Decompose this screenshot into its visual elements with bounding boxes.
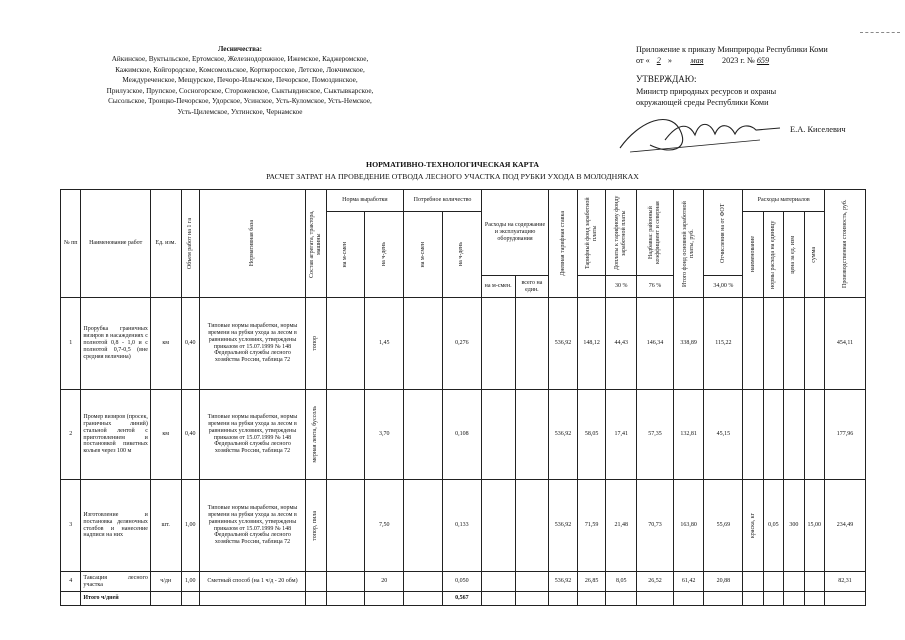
- document-subtitle: РАСЧЕТ ЗАТРАТ НА ПРОВЕДЕНИЕ ОТВОДА ЛЕСНОГО УЧАСТКА ПОД РУБКИ УХОДА В МОЛОДНЯКАХ: [266, 172, 639, 181]
- table-row: [61, 298, 866, 390]
- row-no: 1: [61, 298, 81, 390]
- total-row: [61, 592, 866, 606]
- row-bonus: 44,43: [606, 298, 637, 390]
- approve-label: УТВЕРЖДАЮ:: [636, 73, 697, 84]
- row-mat-name: [743, 572, 763, 592]
- order-number: 659: [756, 56, 770, 66]
- row-deduct: 45,15: [704, 390, 743, 480]
- row-tariff-fund: 26,85: [577, 572, 606, 592]
- row-prod-cost: 177,96: [825, 390, 866, 480]
- row-prod-cost: 454,11: [825, 298, 866, 390]
- row-norm-base: Типовые нормы выработки, нормы времени на рубки ухода за лесом в равнинных условиях, утверждены приказом от 15.07.1999 № 148 Федеральной службы лесного хозяйства России, таблица 72: [199, 298, 305, 390]
- row-deduct: 115,22: [704, 298, 743, 390]
- row-volume: 1,00: [181, 572, 199, 592]
- col-per-shift: на м-смен: [342, 241, 348, 268]
- document-title: НОРМАТИВНО-ТЕХНОЛОГИЧЕСКАЯ КАРТА: [366, 160, 539, 169]
- row-no: 2: [61, 390, 81, 480]
- approval-block: [636, 44, 896, 109]
- row-name: Промер визиров (просек, граничных линий) стальной лентой с приготовлением и постановкой пикетных кольев через 100 м: [81, 390, 150, 480]
- col-no: № пп: [61, 190, 81, 298]
- col-total-fund: Итого фонд основной заработной платы, руб.: [681, 200, 695, 287]
- signature-image: [610, 100, 790, 160]
- col-maint-total: всего на един.: [515, 276, 549, 298]
- col-volume: Объем работ на 1 га: [186, 217, 193, 270]
- row-day-rate: 536,92: [549, 572, 578, 592]
- forestries-line: Усть-Цилемское, Ухтинское, Чернамское: [177, 107, 303, 116]
- row-deduct: 55,69: [704, 480, 743, 572]
- row-volume: 1,00: [181, 480, 199, 572]
- forestries-line: Айкинское, Вуктыльское, Ертомское, Железнодорожное, Ижемское, Каджеромское,: [111, 55, 369, 64]
- approver-role-1: Министр природных ресурсов и охраны: [636, 86, 777, 96]
- row-name: Прорубка граничных визиров в насаждениях с полнотой 0,8 - 1,0 и с полнотой 0,7-0,5 (вне средняя величина): [81, 298, 150, 390]
- row-maint-per: [481, 572, 515, 592]
- row-total-fund: 338,89: [673, 298, 704, 390]
- col-maint-per: на м-смен.: [481, 276, 515, 298]
- row-maint-total: [515, 390, 549, 480]
- col-need-day: на ч-день: [458, 242, 465, 267]
- row-need-day: 0,108: [443, 390, 482, 480]
- row-mat-sum: [804, 298, 824, 390]
- col-mat-norm: нормы расхода на единицу: [769, 220, 776, 289]
- row-bonus: 17,41: [606, 390, 637, 480]
- row-unit: шт.: [150, 480, 181, 572]
- row-maint-total: [515, 480, 549, 572]
- table-row: [61, 572, 866, 592]
- row-norm-base: Типовые нормы выработки, нормы времени на рубки ухода за лесом в равнинных условиях, утверждены приказом от 15.07.1999 № 148 Федеральной службы лесного хозяйства России, таблица 72: [199, 390, 305, 480]
- row-mat-sum: [804, 572, 824, 592]
- row-norm-base: Сметный способ (на 1 ч/д - 20 обм): [199, 572, 305, 592]
- col-name: Наименование работ: [81, 190, 150, 298]
- row-surcharge: 57,35: [637, 390, 674, 480]
- row-norm-base: Типовые нормы выработки, нормы времени на рубки ухода за лесом в равнинных условиях, утверждены приказом от 15.07.1999 № 148 Федеральной службы лесного хозяйства России, таблица 72: [199, 480, 305, 572]
- row-need-shift: [404, 390, 443, 480]
- row-bonus: 21,48: [606, 480, 637, 572]
- row-total-fund: 61,42: [673, 572, 704, 592]
- forestries-line: Сысольское, Троицко-Печорское, Удорское, Усинское, Усть-Куломское, Усть-Немское,: [108, 97, 372, 106]
- row-maint-total: [515, 298, 549, 390]
- row-mat-sum: 15,00: [804, 480, 824, 572]
- row-need-shift: [404, 572, 443, 592]
- row-per-day: 7,50: [365, 480, 404, 572]
- col-prod-cost: Производственная стоимость, руб.: [841, 199, 848, 288]
- row-mat-sum: [804, 390, 824, 480]
- forestries-line: Кажимское, Койгородское, Комсомольское, Корткеросское, Летское, Локчимское,: [115, 65, 365, 74]
- row-equipment: топор, пила: [312, 510, 319, 541]
- order-year: 2023 г.: [722, 56, 745, 66]
- total-label: Итого ч/дней: [81, 592, 150, 606]
- pct-bonus: 30 %: [606, 276, 637, 298]
- row-equipment: топор: [312, 336, 319, 351]
- order-day: 2: [656, 56, 661, 66]
- row-prod-cost: 82,31: [825, 572, 866, 592]
- row-prod-cost: 234,49: [825, 480, 866, 572]
- row-mat-norm: [763, 390, 783, 480]
- row-per-shift: [326, 572, 365, 592]
- row-total-fund: 132,81: [673, 390, 704, 480]
- row-per-day: 3,70: [365, 390, 404, 480]
- row-volume: 0,40: [181, 298, 199, 390]
- row-equipment: [306, 572, 326, 592]
- row-per-day: 20: [365, 572, 404, 592]
- signer-name: Е.А. Киселевич: [790, 125, 846, 134]
- row-unit: км: [150, 390, 181, 480]
- row-tariff-fund: 58,05: [577, 390, 606, 480]
- row-need-day: 0,276: [443, 298, 482, 390]
- col-mat-name: наименование: [749, 236, 756, 273]
- row-mat-price: [784, 572, 804, 592]
- row-tariff-fund: 71,59: [577, 480, 606, 572]
- col-per-day: на ч-день: [380, 242, 387, 267]
- row-bonus: 8,05: [606, 572, 637, 592]
- col-mat-price: цена за ед. изм: [790, 235, 797, 274]
- row-maint-per: [481, 480, 515, 572]
- row-need-shift: [404, 298, 443, 390]
- order-month: мая: [690, 56, 704, 66]
- col-materials: Расходы материалов: [743, 190, 825, 212]
- row-mat-price: [784, 390, 804, 480]
- col-surcharge: Надбавка: районный коэффициент и северная: [648, 201, 661, 264]
- col-equipment: Состав агрегата, трактора, машины: [308, 209, 322, 278]
- col-mat-sum: сумма: [810, 246, 817, 263]
- row-name: Таксация лесного участка: [81, 572, 150, 592]
- col-deduct: Отчисления на от ФОТ: [719, 202, 726, 263]
- order-date-line: от « 2 » мая 2023 г. № 659: [636, 56, 770, 66]
- row-total-fund: 163,80: [673, 480, 704, 572]
- row-maint-per: [481, 390, 515, 480]
- row-day-rate: 536,92: [549, 298, 578, 390]
- forestries-title: Лесничества:: [218, 45, 262, 53]
- row-surcharge: 26,52: [637, 572, 674, 592]
- row-day-rate: 536,92: [549, 480, 578, 572]
- pct-deduct: 34,00 %: [704, 276, 743, 298]
- row-surcharge: 146,34: [637, 298, 674, 390]
- row-per-day: 1,45: [365, 298, 404, 390]
- forestries-block: [40, 44, 440, 117]
- row-no: 3: [61, 480, 81, 572]
- row-mat-price: 300: [784, 480, 804, 572]
- row-day-rate: 536,92: [549, 390, 578, 480]
- row-mat-name: краска, кг: [749, 512, 756, 539]
- row-surcharge: 70,73: [637, 480, 674, 572]
- row-no: 4: [61, 572, 81, 592]
- col-need: Потребное количество: [404, 190, 482, 212]
- table-row: [61, 390, 866, 480]
- row-maint-per: [481, 298, 515, 390]
- col-norm-output: Норма выработки: [326, 190, 404, 212]
- forestries-line: Прилузское, Прупское, Сосногорское, Сторожевское, Сыктывдинское, Сыктывкарское,: [106, 86, 374, 95]
- pct-surcharge: 76 %: [637, 276, 674, 298]
- col-need-shift: на м-смен: [419, 241, 426, 268]
- forestries-line: Междуреченское, Мещурское, Печоро-Илычское, Печорское, Помоздинское,: [122, 76, 358, 85]
- col-maint: Расходы на содержание и эксплуатацию оборудования: [481, 190, 548, 276]
- row-per-shift: [326, 480, 365, 572]
- col-unit: Ед. изм.: [150, 190, 181, 298]
- col-day-rate: Дневная тарифная ставка: [559, 211, 566, 276]
- col-tariff-fund: Тарифный фонд заработной платы: [584, 196, 598, 269]
- appendix-line: Приложение к приказу Минприроды Республики Коми: [636, 45, 828, 54]
- row-per-shift: [326, 298, 365, 390]
- row-name: Изготовление и постановка деляночных столбов и нанесение надписи на них: [81, 480, 150, 572]
- row-mat-price: [784, 298, 804, 390]
- row-need-shift: [404, 480, 443, 572]
- row-need-day: 0,050: [443, 572, 482, 592]
- row-unit: км: [150, 298, 181, 390]
- cost-table: [60, 189, 866, 606]
- table-row: [61, 480, 866, 572]
- row-tariff-fund: 148,12: [577, 298, 606, 390]
- row-mat-norm: 0,05: [763, 480, 783, 572]
- row-mat-norm: [763, 298, 783, 390]
- total-value: 0,567: [443, 592, 482, 606]
- row-per-shift: [326, 390, 365, 480]
- row-unit: ч/дн: [150, 572, 181, 592]
- row-volume: 0,40: [181, 390, 199, 480]
- row-mat-norm: [763, 572, 783, 592]
- approver-role-2: окружающей среды Республики Коми: [636, 98, 769, 108]
- row-need-day: 0,133: [443, 480, 482, 572]
- col-bonus: Доплаты к тарифному фонду заработной платы: [614, 195, 628, 270]
- row-equipment: мерная лента, буссоль: [312, 406, 319, 463]
- row-deduct: 20,88: [704, 572, 743, 592]
- col-norm-base: Нормативная база: [249, 220, 256, 267]
- row-maint-total: [515, 572, 549, 592]
- scan-mark: [860, 32, 900, 33]
